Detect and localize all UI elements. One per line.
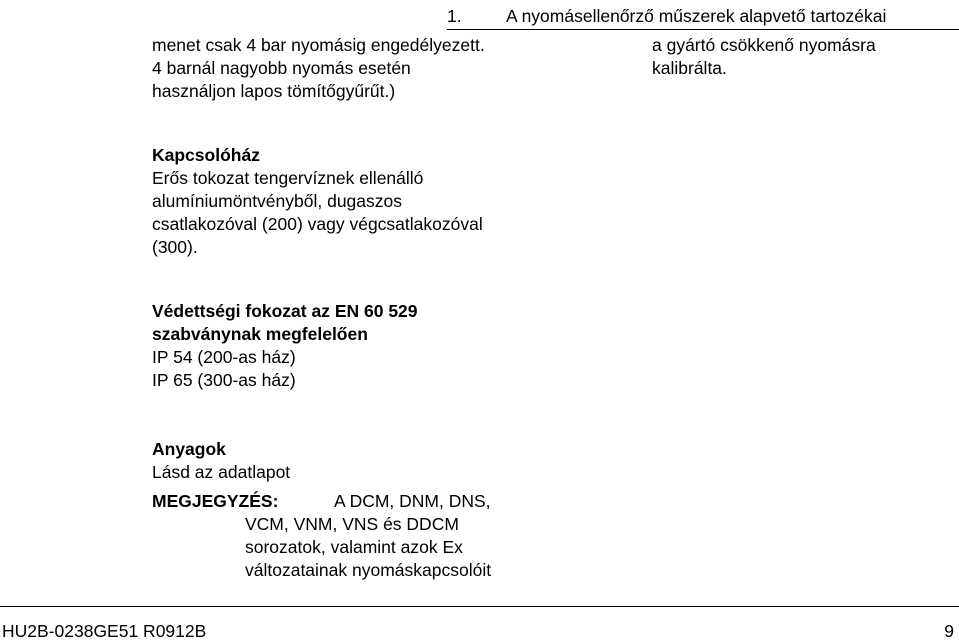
housing-line: alumíniumöntvényből, dugaszos: [152, 191, 403, 211]
note-line: A DCM, DNM, DNS,: [334, 491, 491, 511]
note-line: változatainak nyomáskapcsolóit: [245, 560, 492, 580]
note-line: sorozatok, valamint azok Ex: [245, 537, 463, 557]
protection-heading: szabványnak megfelelően: [152, 324, 368, 344]
protection-section: [152, 300, 418, 392]
paragraph-line: kalibrálta.: [652, 58, 727, 78]
section-title: A nyomásellenőrző műszerek alapvető tartozékai: [506, 6, 887, 26]
page-number: 9: [944, 621, 954, 641]
paragraph-line: 4 barnál nagyobb nyomás esetén: [152, 58, 411, 78]
housing-line: (300).: [152, 237, 198, 257]
page-footer: [0, 606, 959, 639]
paragraph-line: menet csak 4 bar nyomásig engedélyezett.: [152, 35, 485, 55]
right-intro-paragraph: [652, 34, 876, 80]
protection-line: IP 54 (200-as ház): [152, 347, 296, 367]
housing-heading: Kapcsolóház: [152, 145, 260, 165]
note-line: VCM, VNM, VNS és DDCM: [245, 514, 459, 534]
left-intro-paragraph: [152, 34, 485, 103]
protection-line: IP 65 (300-as ház): [152, 370, 296, 390]
note-continuation: [245, 513, 491, 582]
section-number: 1.: [447, 6, 462, 26]
note-label: MEGJEGYZÉS:: [152, 491, 279, 511]
document-code: HU2B-0238GE51 R0912B: [2, 621, 207, 641]
materials-section: [152, 438, 290, 484]
paragraph-line: a gyártó csökkenő nyomásra: [652, 35, 876, 55]
materials-heading: Anyagok: [152, 439, 226, 459]
paragraph-line: használjon lapos tömítőgyűrűt.): [152, 81, 396, 101]
page-header: [447, 3, 959, 30]
housing-section: [152, 144, 483, 259]
housing-line: Erős tokozat tengervíznek ellenálló: [152, 168, 424, 188]
materials-text: Lásd az adatlapot: [152, 462, 291, 482]
protection-heading: Védettségi fokozat az EN 60 529: [152, 301, 418, 321]
housing-line: csatlakozóval (200) vagy végcsatlakozóval: [152, 214, 483, 234]
